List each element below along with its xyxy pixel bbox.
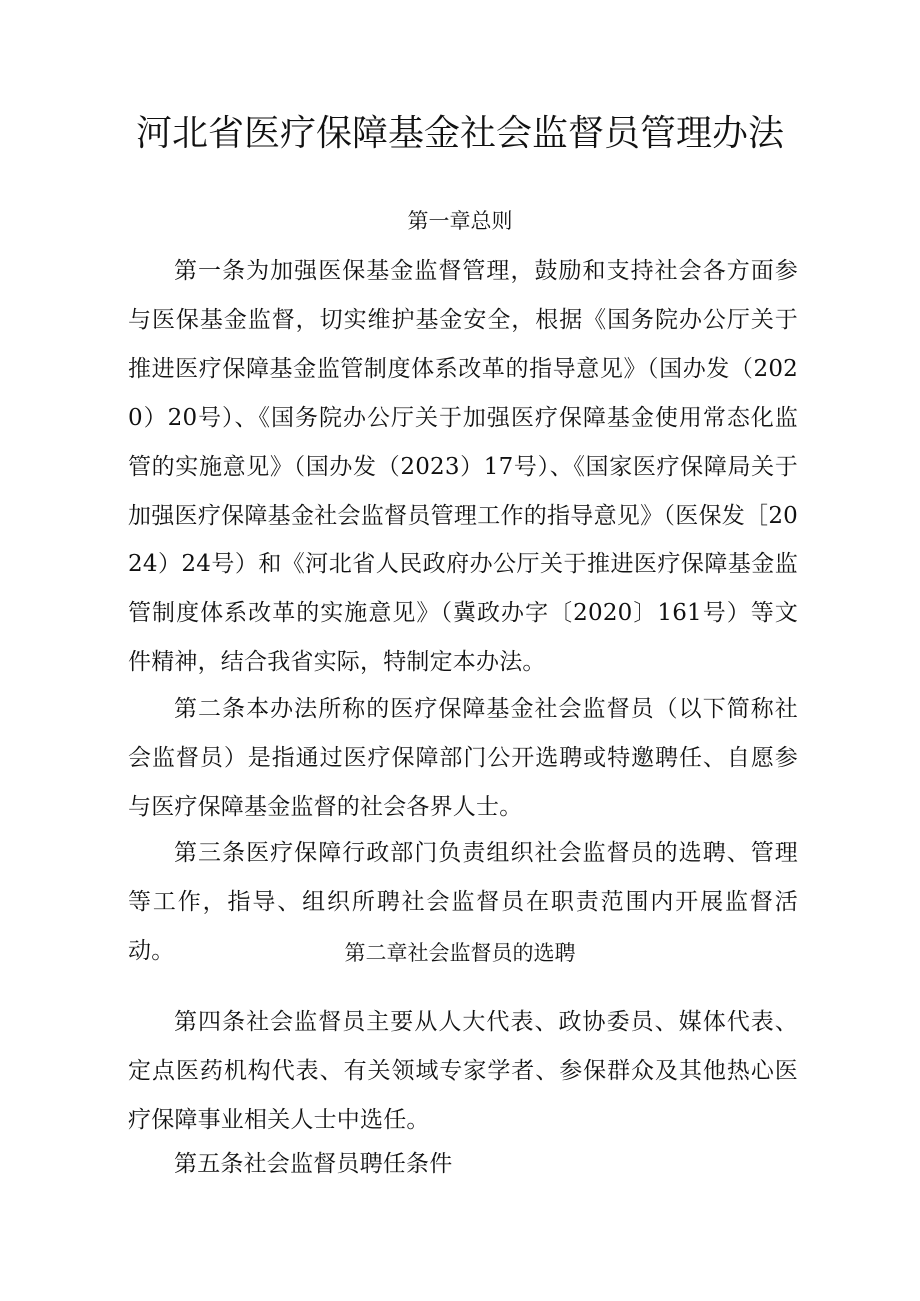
chapter-heading-2: 第二章社会监督员的选聘 [344, 941, 576, 965]
article-5: 第五条社会监督员聘任条件 [174, 1151, 453, 1177]
article-2: 第二条本办法所称的医疗保障基金社会监督员（以下简称社会监督员）是指通过医疗保障部门公开选聘或特邀聘任、自愿参与医疗保障基金监督的社会各界人士。 [128, 696, 798, 820]
article-3: 第三条医疗保障行政部门负责组织社会监督员的选聘、管理等工作，指导、组织所聘社会监督员在职责范围内开展监督活动。 [128, 840, 798, 964]
chapter-heading-1: 第一章总则 [407, 209, 513, 233]
article-4: 第四条社会监督员主要从人大代表、政协委员、媒体代表、定点医药机构代表、有关领域专家学者、参保群众及其他热心医疗保障事业相关人士中选任。 [128, 1009, 798, 1133]
document-title: 河北省医疗保障基金社会监督员管理办法 [135, 113, 784, 154]
article-1: 第一条为加强医保基金监督管理，鼓励和支持社会各方面参与医保基金监督，切实维护基金安全，根据《国务院办公厅关于推进医疗保障基金监管制度体系改革的指导意见》（国办发（2020）20号）、《国务院办公厅关于加强医疗保障基金使用常态化监管的实施意见》（国办发（2023）17号）、《国家医疗保障局关于加强医疗保障基金社会监督员管理工作的指导意见》（医保发［2024）24号）和《河北省人民政府办公厅关于推进医疗保障基金监管制度体系改革的实施意见》（冀政办字〔2020〕161号）等文件精神，结合我省实际，特制定本办法。 [128, 258, 798, 676]
